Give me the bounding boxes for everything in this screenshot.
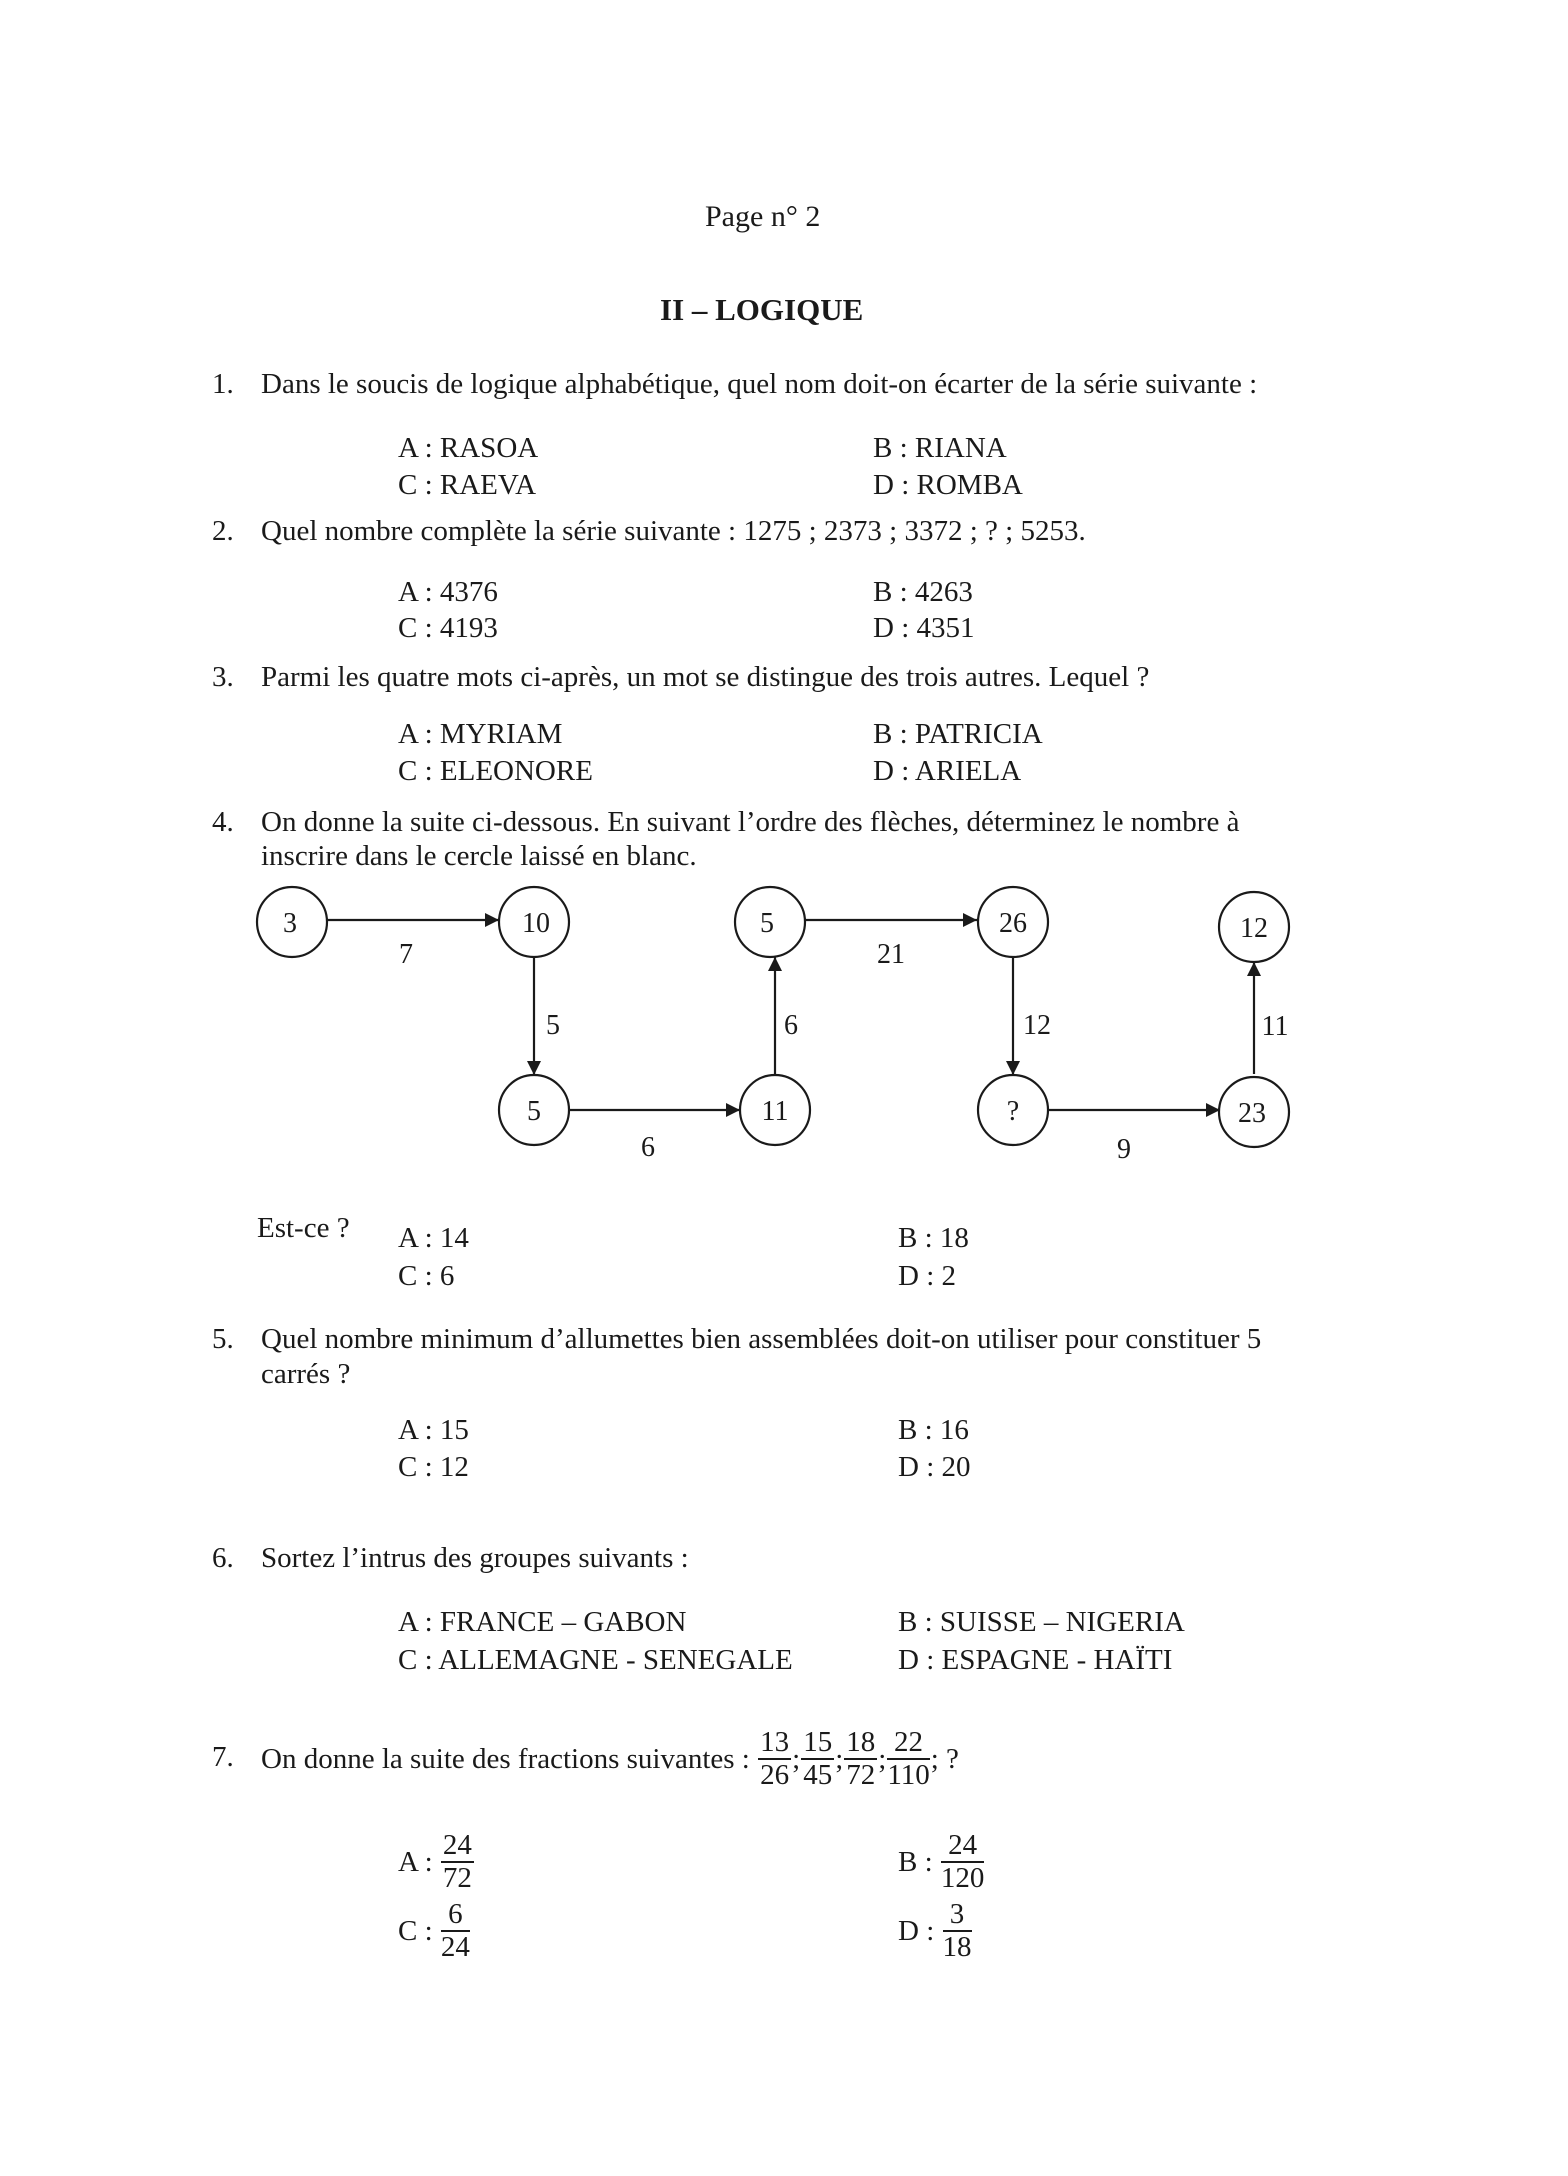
node-label-4: 11 (761, 1096, 789, 1127)
q1-option-a: A : RASOA (398, 432, 539, 464)
q4-option-b: B : 18 (898, 1222, 969, 1254)
question-3-number: 3. (212, 661, 234, 693)
q7-option-b-fraction: $\frac{24}{120}$ (940, 1829, 985, 1894)
q2-option-b: B : 4263 (873, 576, 973, 608)
question-7-line (261, 1727, 959, 1791)
fraction-separator: ; (878, 1742, 887, 1775)
edge-label-8: 11 (1261, 1011, 1289, 1042)
question-6-number: 6. (212, 1542, 234, 1574)
q1-option-d: D : ROMBA (873, 469, 1023, 501)
q3-option-a: A : MYRIAM (398, 718, 563, 750)
question-5-text-line1: Quel nombre minimum d’allumettes bien assemblées doit-on utiliser pour constituer 5 (261, 1323, 1262, 1355)
q7-option-a: A : $\frac{24}{72}$ (398, 1829, 472, 1894)
edge-label-3: 6 (641, 1132, 655, 1163)
fraction-3: $\frac{18}{72}$ (846, 1726, 876, 1791)
q6-option-c: C : ALLEMAGNE - SENEGALE (398, 1644, 793, 1676)
question-7-text: On donne la suite des fractions suivantes : (261, 1742, 750, 1775)
q7-option-b: B : $\frac{24}{120}$ (898, 1829, 985, 1894)
fraction-tail: ; ? (930, 1742, 959, 1775)
q7-option-c: C : $\frac{6}{24}$ (398, 1898, 470, 1963)
fraction-separator: ; (835, 1742, 844, 1775)
question-2-number: 2. (212, 515, 234, 547)
node-label-3: 5 (527, 1096, 541, 1127)
question-5-text-line2: carrés ? (261, 1358, 351, 1390)
q3-option-c: C : ELEONORE (398, 755, 593, 787)
node-label-6: 26 (999, 908, 1027, 939)
q7-option-d-fraction: $\frac{3}{18}$ (942, 1898, 972, 1963)
q2-option-a: A : 4376 (398, 576, 498, 608)
question-4-prompt: Est-ce ? (257, 1212, 350, 1244)
question-4-text-line1: On donne la suite ci-dessous. En suivant l’ordre des flèches, déterminez le nombre à (261, 806, 1240, 838)
q3-option-b: B : PATRICIA (873, 718, 1043, 750)
q3-option-d: D : ARIELA (873, 755, 1022, 787)
q5-option-c: C : 12 (398, 1451, 469, 1483)
question-7-number: 7. (212, 1741, 234, 1773)
fraction-separator: ; (792, 1742, 801, 1775)
section-title: II – LOGIQUE (660, 292, 864, 327)
q4-option-d: D : 2 (898, 1260, 956, 1292)
q4-option-c: C : 6 (398, 1260, 455, 1292)
node-label-8: 23 (1238, 1098, 1266, 1129)
q7-option-c-fraction: $\frac{6}{24}$ (440, 1898, 470, 1963)
question-1-number: 1. (212, 368, 234, 400)
question-4-text-line2: inscrire dans le cercle laissé en blanc. (261, 840, 697, 872)
node-label-5: 5 (760, 908, 774, 939)
question-1-text: Dans le soucis de logique alphabétique, quel nom doit-on écarter de la série suivante : (261, 368, 1258, 400)
question-4-number: 4. (212, 806, 234, 838)
edge-label-7: 9 (1117, 1134, 1131, 1165)
q6-option-d: D : ESPAGNE - HAÏTI (898, 1644, 1173, 1676)
q7-option-a-fraction: $\frac{24}{72}$ (442, 1829, 472, 1894)
question-5-number: 5. (212, 1323, 234, 1355)
node-label-1: 3 (283, 908, 297, 939)
q2-option-d: D : 4351 (873, 612, 975, 644)
q7-option-d: D : $\frac{3}{18}$ (898, 1898, 972, 1963)
page-number: Page n° 2 (705, 200, 821, 233)
node-label-9: 12 (1240, 913, 1268, 944)
q6-option-a: A : FRANCE – GABON (398, 1606, 687, 1638)
q5-option-d: D : 20 (898, 1451, 971, 1483)
q2-option-c: C : 4193 (398, 612, 498, 644)
q1-option-c: C : RAEVA (398, 469, 537, 501)
edge-label-1: 7 (399, 939, 413, 970)
edge-label-6: 12 (1023, 1010, 1051, 1041)
q5-option-a: A : 15 (398, 1414, 469, 1446)
q4-option-a: A : 14 (398, 1222, 469, 1254)
fraction-2: $\frac{15}{45}$ (803, 1726, 833, 1791)
edge-label-4: 6 (784, 1010, 798, 1041)
q6-option-b: B : SUISSE – NIGERIA (898, 1606, 1185, 1638)
q1-option-b: B : RIANA (873, 432, 1007, 464)
question-3-text: Parmi les quatre mots ci-après, un mot se distingue des trois autres. Lequel ? (261, 661, 1150, 693)
q5-option-b: B : 16 (898, 1414, 969, 1446)
fraction-4: $\frac{22}{110}$ (887, 1726, 930, 1791)
question-6-text: Sortez l’intrus des groupes suivants : (261, 1542, 689, 1574)
edge-label-5: 21 (877, 939, 905, 970)
edge-label-2: 5 (546, 1010, 560, 1041)
question-2-text: Quel nombre complète la série suivante : 1275 ; 2373 ; 3372 ; ? ; 5253. (261, 515, 1086, 547)
fraction-1: $\frac{13}{26}$ (760, 1726, 790, 1791)
node-label-2: 10 (522, 908, 550, 939)
node-label-7: ? (1006, 1096, 1020, 1127)
